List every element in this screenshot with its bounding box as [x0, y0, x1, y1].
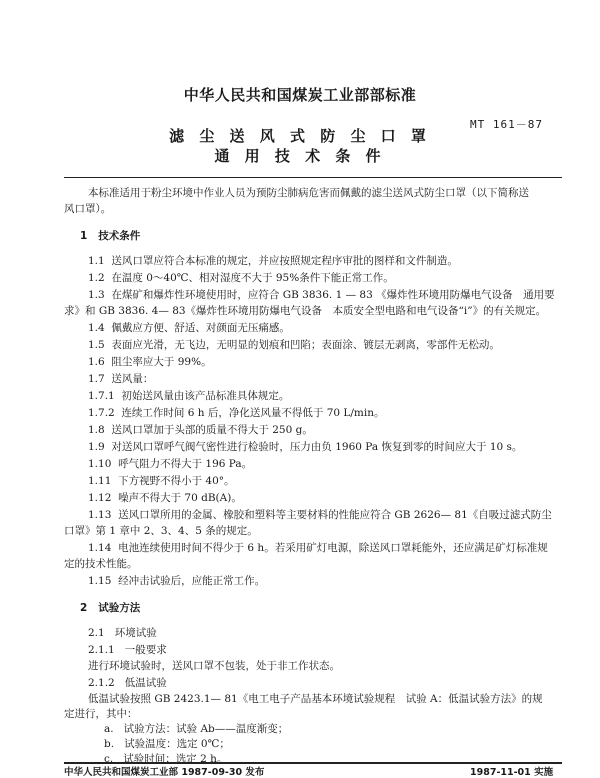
clause-1-13 — [88, 508, 552, 522]
clause-number: 1.13 — [88, 509, 112, 521]
footer-issue-date: 1987-09-30 发布 — [181, 767, 265, 778]
standard-authority-title: 中华人民共和国煤炭工业部部标准 — [183, 86, 417, 104]
clause-1-4 — [88, 321, 290, 335]
clause-number: 1.7.2 — [88, 407, 115, 419]
list-text: 试验方法：试验 Ab——温度渐变； — [123, 723, 289, 735]
clause-number: 1.12 — [88, 492, 112, 504]
clause-number: 1.1 — [88, 255, 105, 267]
clause-1-14-cont: 定的技术性能。 — [64, 558, 138, 570]
clause-number: 1.2 — [88, 272, 105, 284]
clause-number: 1.11 — [88, 475, 112, 487]
clause-text: 送风量： — [111, 373, 154, 385]
section-2-number: 2 — [80, 602, 88, 614]
clause-number: 1.9 — [88, 441, 105, 453]
intro-line1: 本标准适用于粉尘环境中作业人员为预防尘肺病危害而佩戴的滤尘送风式防尘口罩（以下简称送 — [88, 187, 529, 199]
clause-number: 2.1.2 — [88, 677, 115, 689]
list-text: 试验温度：选定 0℃； — [124, 738, 230, 750]
clause-text: 阻尘率应大于 99%。 — [111, 356, 212, 368]
list-item-a — [104, 722, 288, 736]
clause-1-3-cont: 求》和 GB 3836. 4— 83《爆炸性环境用防爆电气设备 本质安全型电路和电气设备“i”》的有关规定。 — [64, 305, 547, 317]
clause-2-1-1 — [88, 643, 167, 657]
clause-text: 送风口罩加于头部的质量不得大于 250 g。 — [111, 424, 313, 436]
clause-1-5 — [88, 338, 500, 352]
clause-number: 1.7 — [88, 373, 105, 385]
document-title-line2: 通 用 技 术 条 件 — [214, 147, 386, 165]
clause-text: 送风口罩所用的金属、橡胶和塑料等主要材料的性能应符合 GB 2626— 81《自吸过滤式防尘 — [118, 509, 552, 521]
clause-number: 1.15 — [88, 575, 112, 587]
clause-1-14 — [88, 541, 548, 555]
clause-number: 1.4 — [88, 322, 105, 334]
footer-issuer: 中华人民共和国煤炭工业部 — [64, 767, 179, 778]
clause-1-1 — [88, 254, 458, 268]
clause-text: 环境试验 — [114, 627, 157, 639]
clause-1-8 — [88, 423, 313, 437]
section-2-title: 试验方法 — [98, 602, 141, 614]
document-title-line1: 滤 尘 送 风 式 防 尘 口 罩 — [169, 127, 431, 145]
header-divider — [64, 177, 562, 178]
clause-2-1 — [88, 626, 157, 640]
clause-number: 1.6 — [88, 356, 105, 368]
clause-1-6 — [88, 355, 212, 369]
clause-2-1-2-body-cont: 定进行，其中： — [64, 708, 138, 720]
footer-effective-date: 1987-11-01 实施 — [470, 767, 554, 778]
footer-issue — [64, 764, 264, 778]
section-1-heading — [80, 228, 140, 243]
list-marker: a. — [104, 723, 114, 735]
clause-number: 1.3 — [88, 289, 105, 301]
clause-text: 一般要求 — [124, 644, 167, 656]
clause-text: 表面应光滑，无飞边，无明显的划痕和凹陷；表面涂、镀层无剥离，零部件无松动。 — [111, 339, 500, 351]
clause-text: 呼气阻力不得大于 196 Pa。 — [118, 458, 253, 470]
clause-number: 1.5 — [88, 339, 105, 351]
clause-number: 2.1 — [88, 627, 105, 639]
clause-text: 在温度 0～40℃、相对湿度不大于 95%条件下能正常工作。 — [111, 272, 394, 284]
clause-1-7 — [88, 372, 153, 386]
section-1-title: 技术条件 — [98, 230, 141, 242]
section-1-number: 1 — [80, 230, 88, 242]
section-2-heading — [80, 600, 140, 615]
clause-1-10 — [88, 457, 252, 471]
clause-1-7-1 — [88, 389, 289, 403]
clause-number: 1.14 — [88, 542, 112, 554]
clause-number: 1.8 — [88, 424, 105, 436]
clause-1-13-cont: 口罩》第 1 章中 2、3、4、5 条的规定。 — [64, 525, 258, 537]
clause-1-2 — [88, 271, 394, 285]
list-marker: c. — [104, 753, 114, 765]
clause-2-1-2-body: 低温试验按照 GB 2423.1— 81《电工电子产品基本环境试验规程 试验 A：低温试验方法》的规 — [88, 693, 543, 705]
clause-1-7-2 — [88, 406, 385, 420]
clause-2-1-2 — [88, 676, 167, 690]
clause-text: 对送风口罩呼气阀气密性进行检验时，压力由负 1960 Pa 恢复到零的时间应大于 10 s。 — [111, 441, 523, 453]
clause-2-1-1-body: 进行环境试验时，送风口罩不包装，处于非工作状态。 — [88, 660, 340, 672]
clause-1-3 — [88, 288, 555, 302]
clause-1-15 — [88, 574, 265, 588]
clause-text: 电池连续使用时间不得少于 6 h。若采用矿灯电源，除送风口罩耗能外，还应满足矿灯标准规 — [118, 542, 548, 554]
clause-text: 送风口罩应符合本标准的规定，并应按照规定程序审批的图样和文件制造。 — [111, 255, 458, 267]
standard-code: MT 161－87 — [470, 118, 543, 131]
list-text: 试验时间：选定 2 h。 — [123, 753, 228, 765]
clause-text: 初始送风量由该产品标准具体规定。 — [121, 390, 290, 402]
clause-text: 在煤矿和爆炸性环境使用时，应符合 GB 3836. 1 — 83 《爆炸性环境用防爆电气设备 通用要 — [111, 289, 555, 301]
clause-text: 经冲击试验后，应能正常工作。 — [118, 575, 266, 587]
clause-1-11 — [88, 474, 235, 488]
list-item-b — [104, 737, 230, 751]
clause-text: 佩戴应方便、舒适、对颜面无压痛感。 — [111, 322, 290, 334]
clause-text: 低温试验 — [124, 677, 167, 689]
clause-number: 1.7.1 — [88, 390, 115, 402]
list-marker: b. — [104, 738, 115, 750]
clause-text: 下方视野不得小于 40°。 — [118, 475, 235, 487]
clause-text: 连续工作时间 6 h 后，净化送风量不得低于 70 L/min。 — [121, 407, 385, 419]
clause-text: 噪声不得大于 70 dB(A)。 — [118, 492, 242, 504]
clause-number: 1.10 — [88, 458, 112, 470]
clause-1-9 — [88, 440, 522, 454]
intro-line2: 风口罩）。 — [64, 203, 112, 215]
clause-number: 2.1.1 — [88, 644, 115, 656]
clause-1-12 — [88, 491, 242, 505]
